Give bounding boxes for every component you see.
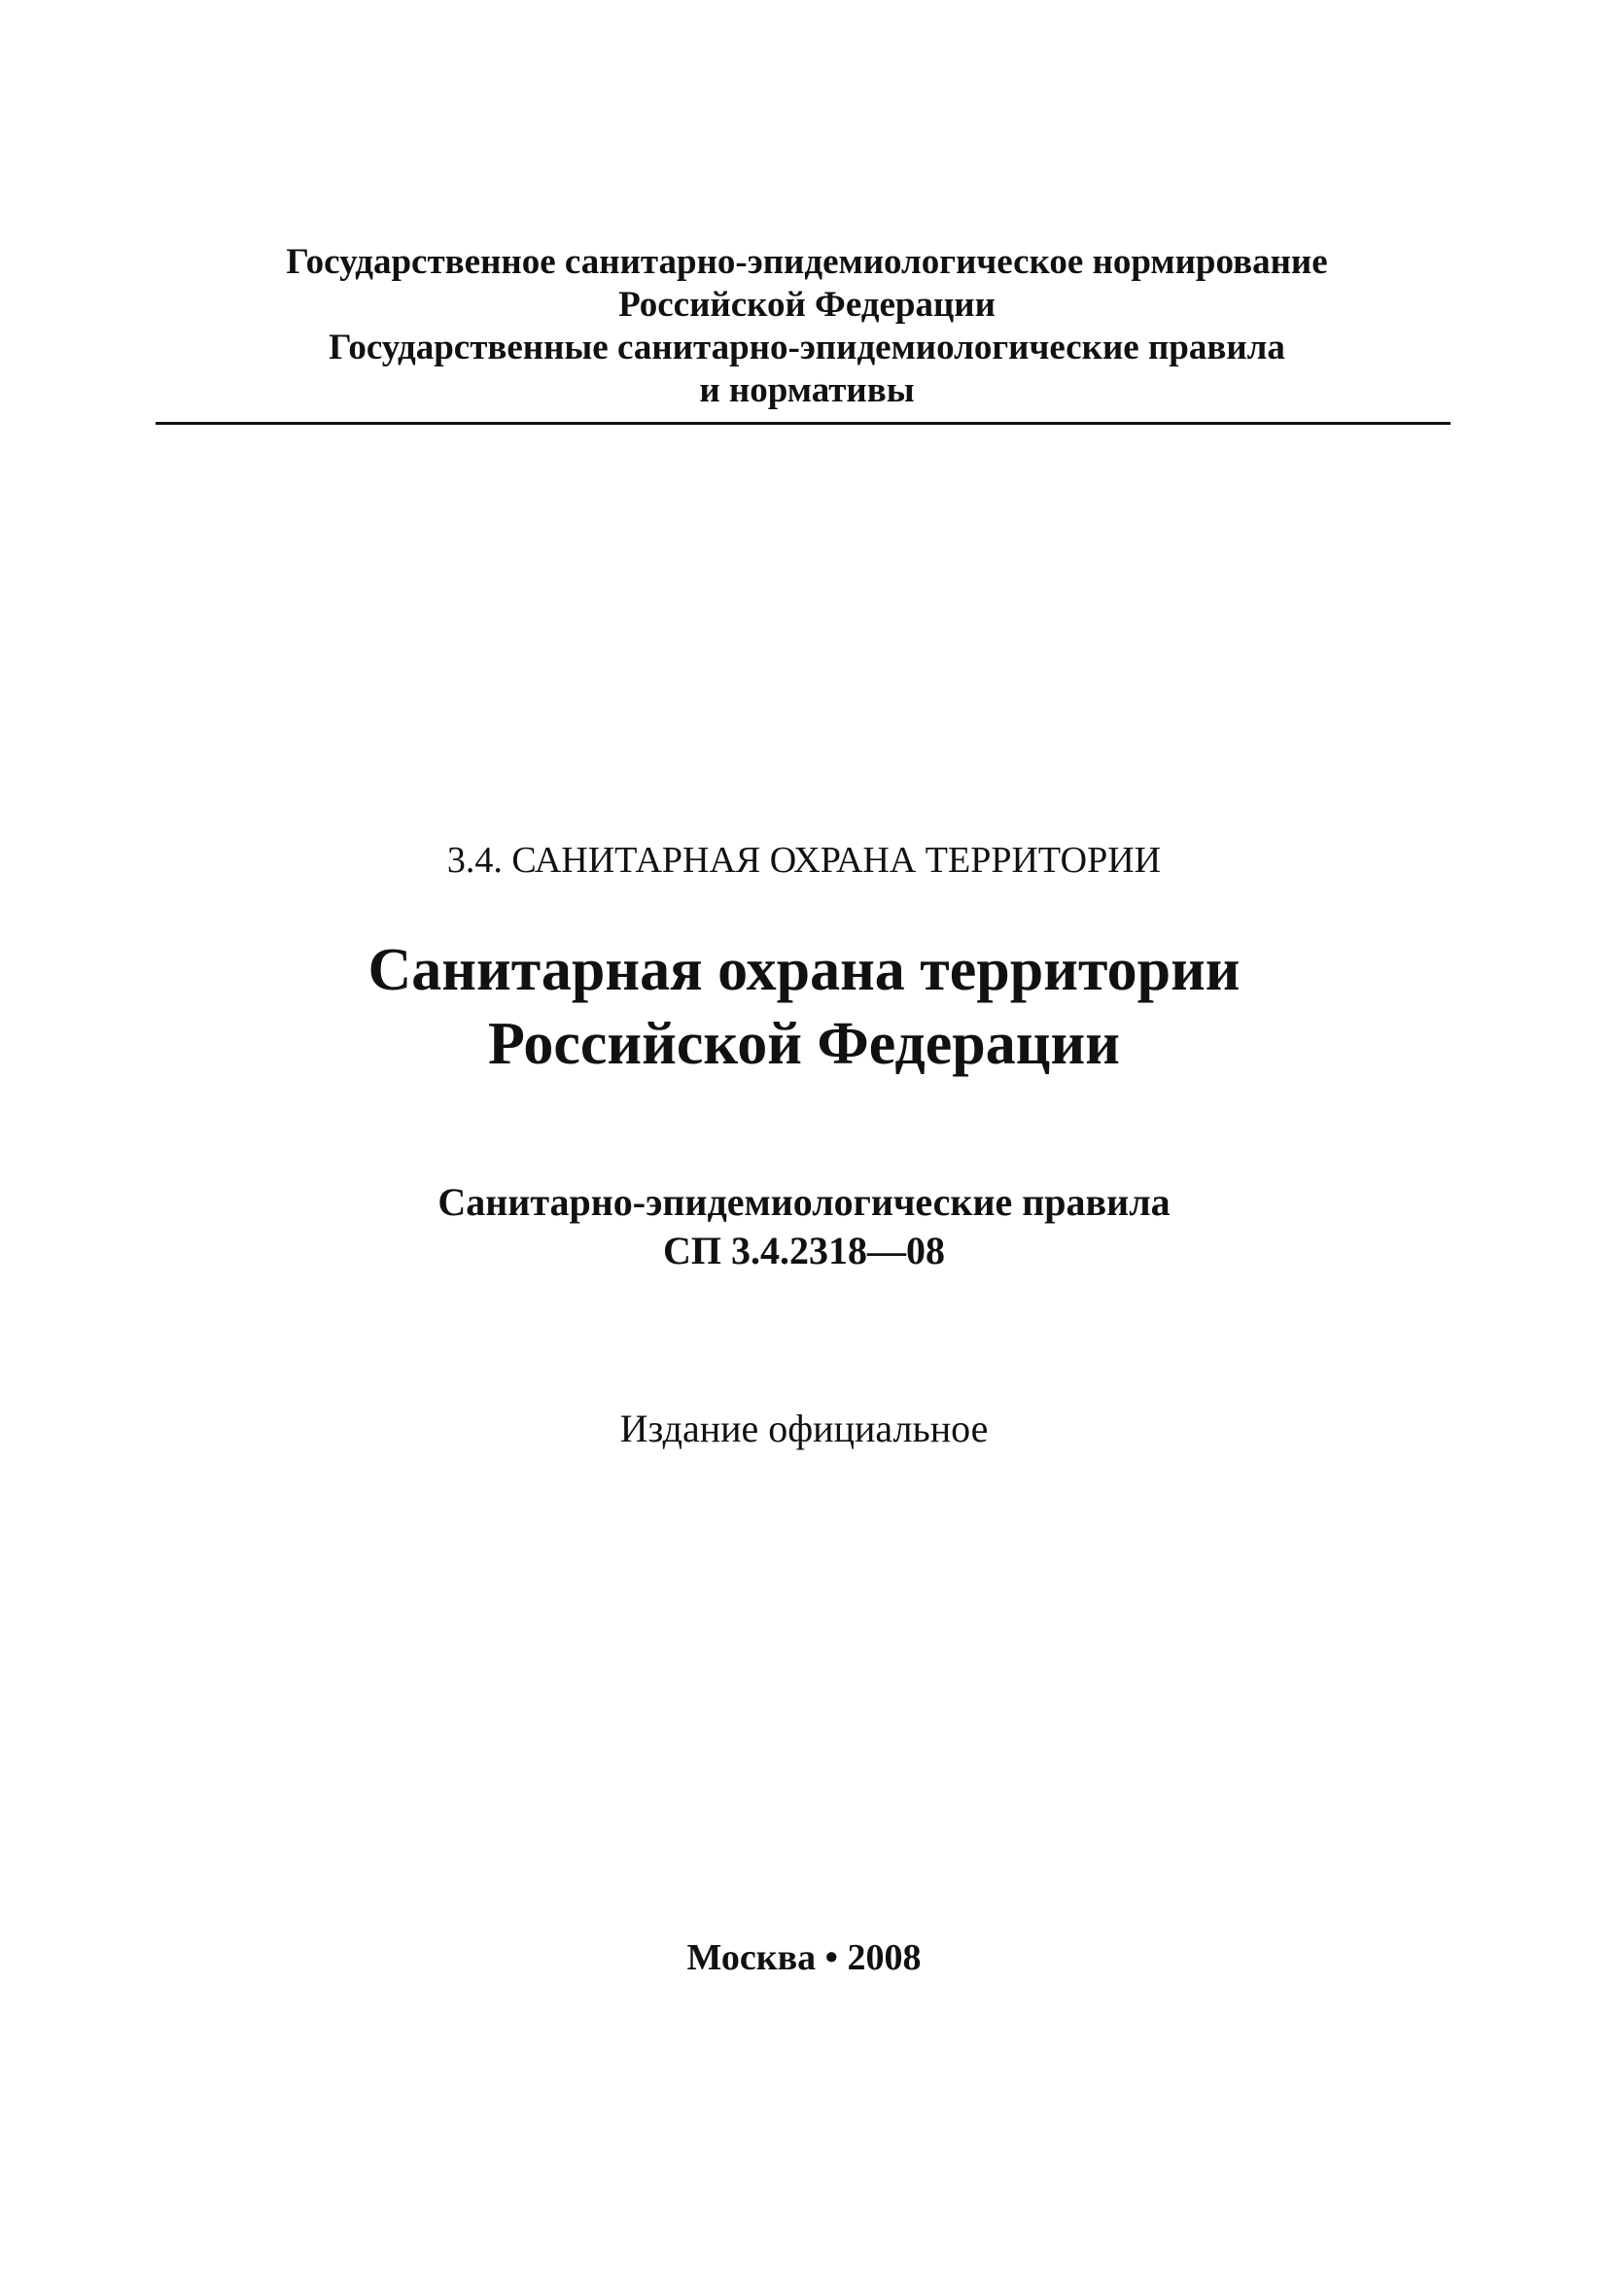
publication-imprint: Москва • 2008 — [686, 1937, 922, 1978]
header-divider — [156, 422, 1451, 425]
header-line-3: Государственные санитарно-эпидемиологические правила — [329, 328, 1285, 367]
rules-code: СП 3.4.2318—08 — [663, 1229, 945, 1272]
rules-designation — [0, 1178, 1608, 1275]
edition-label: Издание официальное — [619, 1407, 989, 1450]
header-line-2: Российской Федерации — [618, 285, 996, 325]
header-line-4: и нормативы — [699, 370, 915, 410]
title-line-2: Российской Федерации — [488, 1011, 1120, 1077]
issuing-authority-header — [156, 241, 1458, 412]
header-line-1: Государственное санитарно-эпидемиологическое нормирование — [286, 242, 1328, 282]
section-label: 3.4. САНИТАРНАЯ ОХРАНА ТЕРРИТОРИИ — [446, 840, 1162, 881]
document-title — [0, 933, 1608, 1081]
rules-type: Санитарно-эпидемиологические правила — [437, 1180, 1171, 1224]
title-line-1: Санитарная охрана территории — [367, 937, 1241, 1003]
